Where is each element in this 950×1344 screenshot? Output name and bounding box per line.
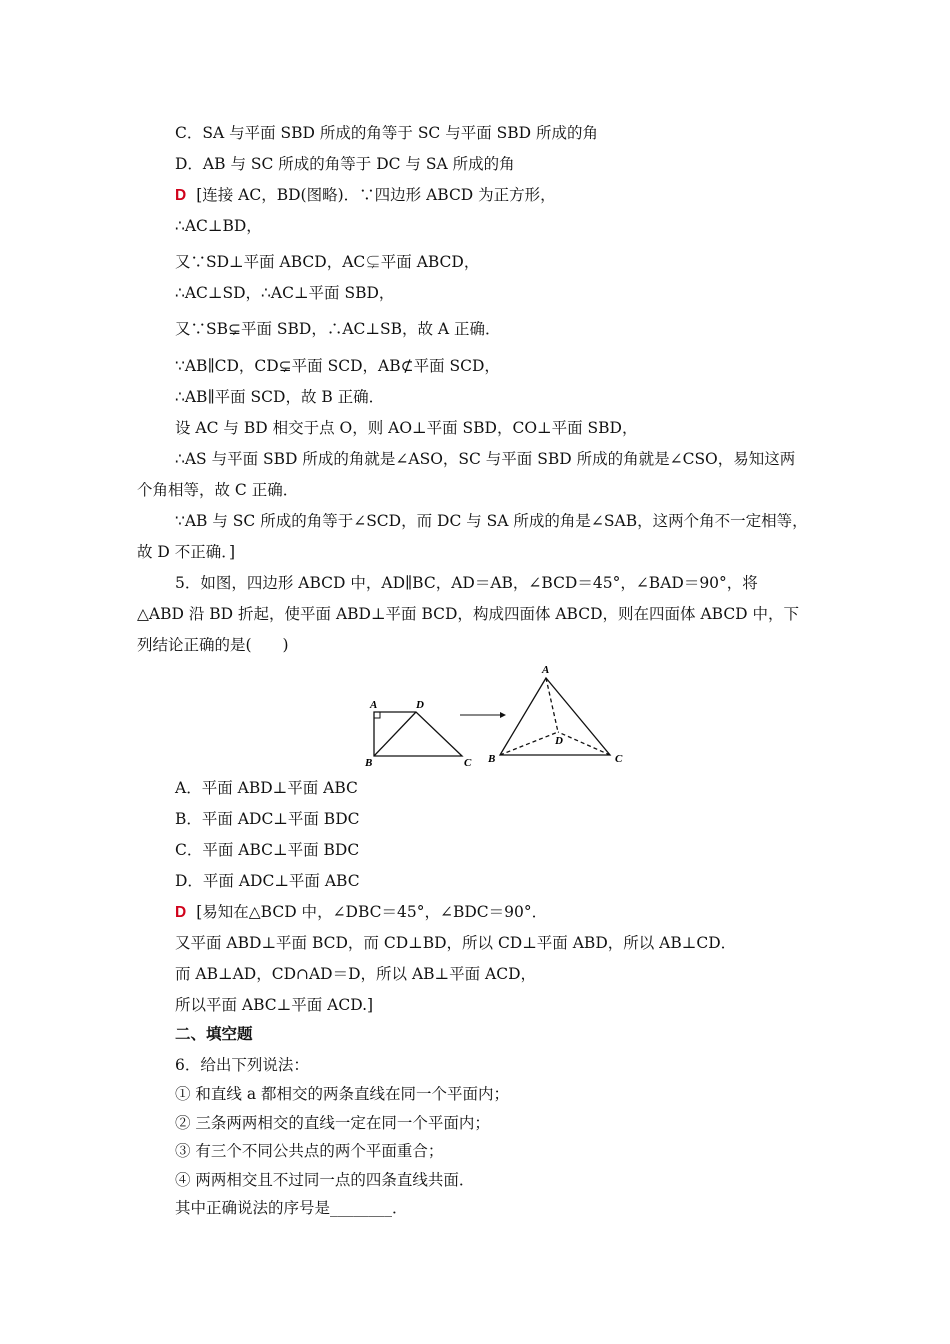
solution-4-line-9: ∴AS 与平面 SBD 所成的角就是∠ASO，SC 与平面 SBD 所成的角就是∠CSO，易知这两 (175, 450, 796, 468)
label-a: A (370, 699, 378, 711)
option-d: D．AB 与 SC 所成的角等于 DC 与 SA 所成的角 (175, 155, 515, 173)
solution-4-line-3: 又∵SD⊥平面 ABCD，AC⊊平面 ABCD， (175, 253, 480, 271)
solution-4-line-5: 又∵SB⊊平面 SBD，∴AC⊥SB，故 A 正确． (175, 320, 501, 338)
trapezoid-figure (374, 712, 462, 756)
label-b: B (365, 757, 373, 769)
question-5-line-2: △ABD 沿 BD 折起，使平面 ABD⊥平面 BCD，构成四面体 ABCD，则在四面体 ABCD 中，下 (137, 605, 800, 623)
question-5-line-1: 5．如图，四边形 ABCD 中，AD∥BC，AD＝AB，∠BCD＝45°，∠BAD＝90°，将 (175, 574, 758, 592)
option-c: C．平面 ABC⊥平面 BDC (175, 841, 360, 859)
solution-4-line-6: ∵AB∥CD，CD⊊平面 SCD，AB⊄平面 SCD， (175, 357, 500, 375)
label-a: A (542, 664, 550, 676)
label-b: B (488, 753, 496, 765)
solution-4-line-7: ∴AB∥平面 SCD，故 B 正确． (175, 388, 385, 406)
solution-4-line-12: 故 D 不正确．] (137, 543, 236, 561)
section-heading: 二、填空题 (175, 1026, 253, 1043)
answer-badge: D (175, 187, 187, 204)
solution-4-line-4: ∴AC⊥SD，∴AC⊥平面 SBD， (175, 284, 395, 302)
solution-5-line-4: 所以平面 ABC⊥平面 ACD.] (175, 996, 374, 1014)
question-5-line-3: 列结论正确的是( ) (137, 636, 289, 654)
solution-4-line-2: ∴AC⊥BD， (175, 217, 262, 235)
answer-badge: D (175, 904, 187, 921)
label-d: D (555, 735, 563, 747)
solution-4-line-11: ∵AB 与 SC 所成的角等于∠SCD，而 DC 与 SA 所成的角是∠SAB，这两个角不一定相等， (175, 512, 808, 530)
option-a: A．平面 ABD⊥平面 ABC (175, 779, 358, 797)
solution-5-line-1: D [易知在△BCD 中，∠DBC＝45°，∠BDC＝90°． (175, 903, 548, 921)
statement-3: ③ 有三个不同公共点的两个平面重合； (175, 1142, 444, 1160)
option-d: D．平面 ADC⊥平面 ABC (175, 872, 360, 890)
solution-4-line-8: 设 AC 与 BD 相交于点 O，则 AO⊥平面 SBD，CO⊥平面 SBD， (175, 419, 638, 437)
statement-1: ① 和直线 a 都相交的两条直线在同一个平面内； (175, 1085, 510, 1103)
folding-figure (360, 660, 640, 772)
solution-4-line-10: 个角相等，故 C 正确． (137, 481, 299, 499)
label-c: C (464, 757, 472, 769)
question-6-stem: 6．给出下列说法： (175, 1056, 309, 1074)
option-c: C．SA 与平面 SBD 所成的角等于 SC 与平面 SBD 所成的角 (175, 124, 599, 142)
question-6-prompt: 其中正确说法的序号是________． (175, 1199, 408, 1217)
solution-5-line-2: 又平面 ABD⊥平面 BCD，而 CD⊥BD，所以 CD⊥平面 ABD，所以 AB⊥CD． (175, 934, 737, 952)
label-d: D (416, 699, 424, 711)
solution-4-line-1: D [连接 AC，BD(图略)．∵四边形 ABCD 为正方形， (175, 186, 556, 204)
solution-5-line-3: 而 AB⊥AD，CD∩AD＝D，所以 AB⊥平面 ACD， (175, 965, 537, 983)
arrow-icon (460, 712, 506, 718)
option-b: B．平面 ADC⊥平面 BDC (175, 810, 360, 828)
label-c: C (615, 753, 623, 765)
statement-4: ④ 两两相交且不过同一点的四条直线共面． (175, 1171, 475, 1189)
statement-2: ② 三条两两相交的直线一定在同一个平面内； (175, 1114, 490, 1132)
